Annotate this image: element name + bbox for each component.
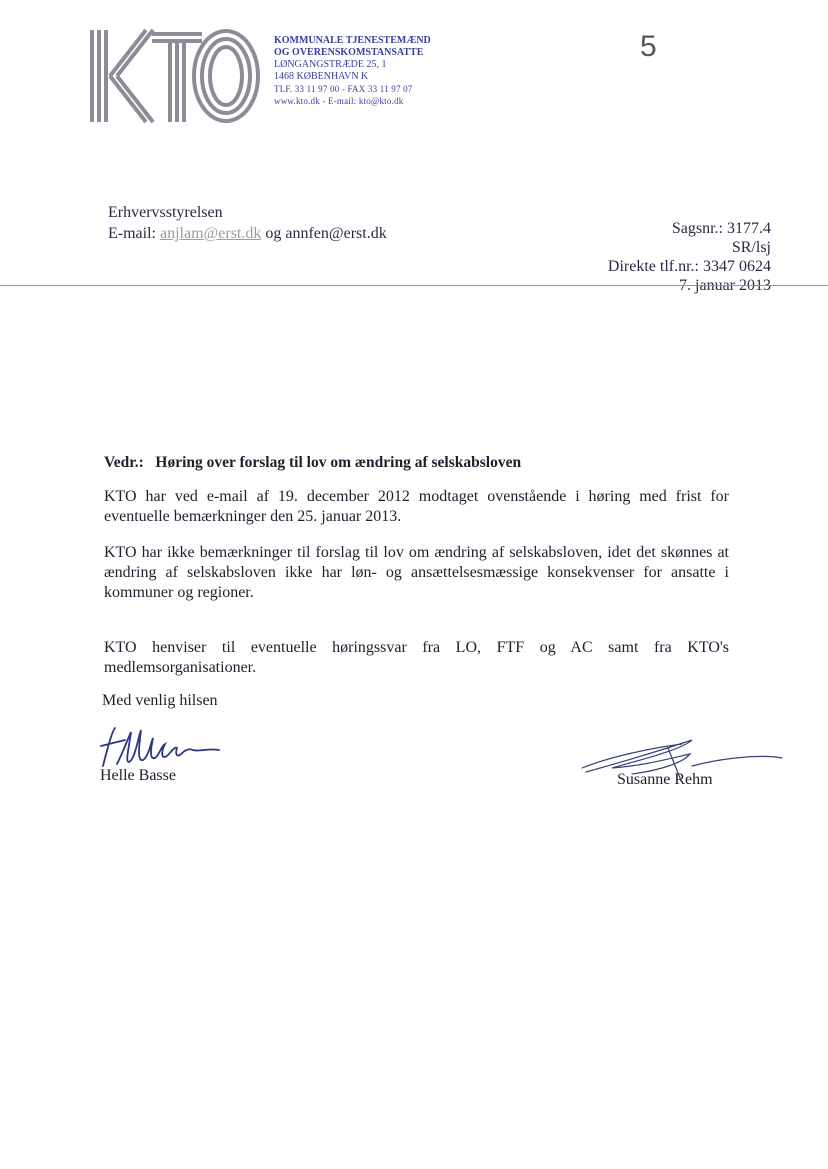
direct-phone: Direkte tlf.nr.: 3347 0624 bbox=[607, 258, 771, 275]
closing-greeting: Med venlig hilsen bbox=[102, 692, 218, 709]
paragraph-1: KTO har ved e-mail af 19. december 2012 modtaget ovenstående i høring med frist for eventuelle bemærkninger den 25. januar 2013. bbox=[104, 488, 729, 525]
signer-name-1: Helle Basse bbox=[100, 767, 176, 784]
org-line-1: KOMMUNALE TJENESTEMÆND bbox=[274, 35, 431, 46]
subject-text: Høring over forslag til lov om ændring af selskabsloven bbox=[155, 454, 522, 471]
page-number: 5 bbox=[640, 30, 657, 63]
email-label: E-mail: bbox=[108, 225, 156, 242]
reference-block bbox=[608, 219, 771, 295]
paragraph-2: KTO har ikke bemærkninger til forslag til lov om ændring af selskabsloven, idet det skønnes at ændring af selskabsloven ikke har løn- og ansættelsesmæssige konsekvenser for ansatte i kommuner og regioner. bbox=[104, 544, 729, 601]
case-number: Sagsnr.: 3177.4 bbox=[671, 220, 771, 237]
signature-helle-basse bbox=[95, 722, 225, 772]
subject-label: Vedr.: bbox=[104, 454, 144, 471]
email-joiner: og bbox=[265, 225, 282, 242]
kto-logo bbox=[86, 26, 262, 126]
header-divider bbox=[0, 285, 828, 286]
email-link-1[interactable]: anjlam@erst.dk bbox=[159, 225, 262, 242]
recipient-email-line bbox=[108, 223, 387, 244]
address-line-2: 1468 KØBENHAVN K bbox=[274, 71, 369, 82]
recipient-name: Erhvervsstyrelsen bbox=[108, 204, 223, 221]
letterhead-address bbox=[274, 35, 431, 107]
initials: SR/lsj bbox=[731, 239, 771, 256]
signer-name-2: Susanne Rehm bbox=[617, 771, 713, 788]
address-line-1: LØNGANGSTRÆDE 25, 1 bbox=[274, 59, 387, 70]
org-line-2: OG OVERENSKOMSTANSATTE bbox=[274, 47, 424, 58]
web-line: www.kto.dk - E-mail: kto@kto.dk bbox=[274, 96, 404, 106]
recipient-block bbox=[108, 202, 387, 244]
phone-line: TLF. 33 11 97 00 - FAX 33 11 97 07 bbox=[274, 84, 413, 94]
email-link-2[interactable]: annfen@erst.dk bbox=[285, 225, 387, 242]
paragraph-3: KTO henviser til eventuelle høringssvar fra LO, FTF og AC samt fra KTO's medlemsorganisationer. bbox=[104, 639, 729, 676]
subject-line bbox=[104, 454, 521, 472]
letter-date: 7. januar 2013 bbox=[679, 277, 771, 294]
